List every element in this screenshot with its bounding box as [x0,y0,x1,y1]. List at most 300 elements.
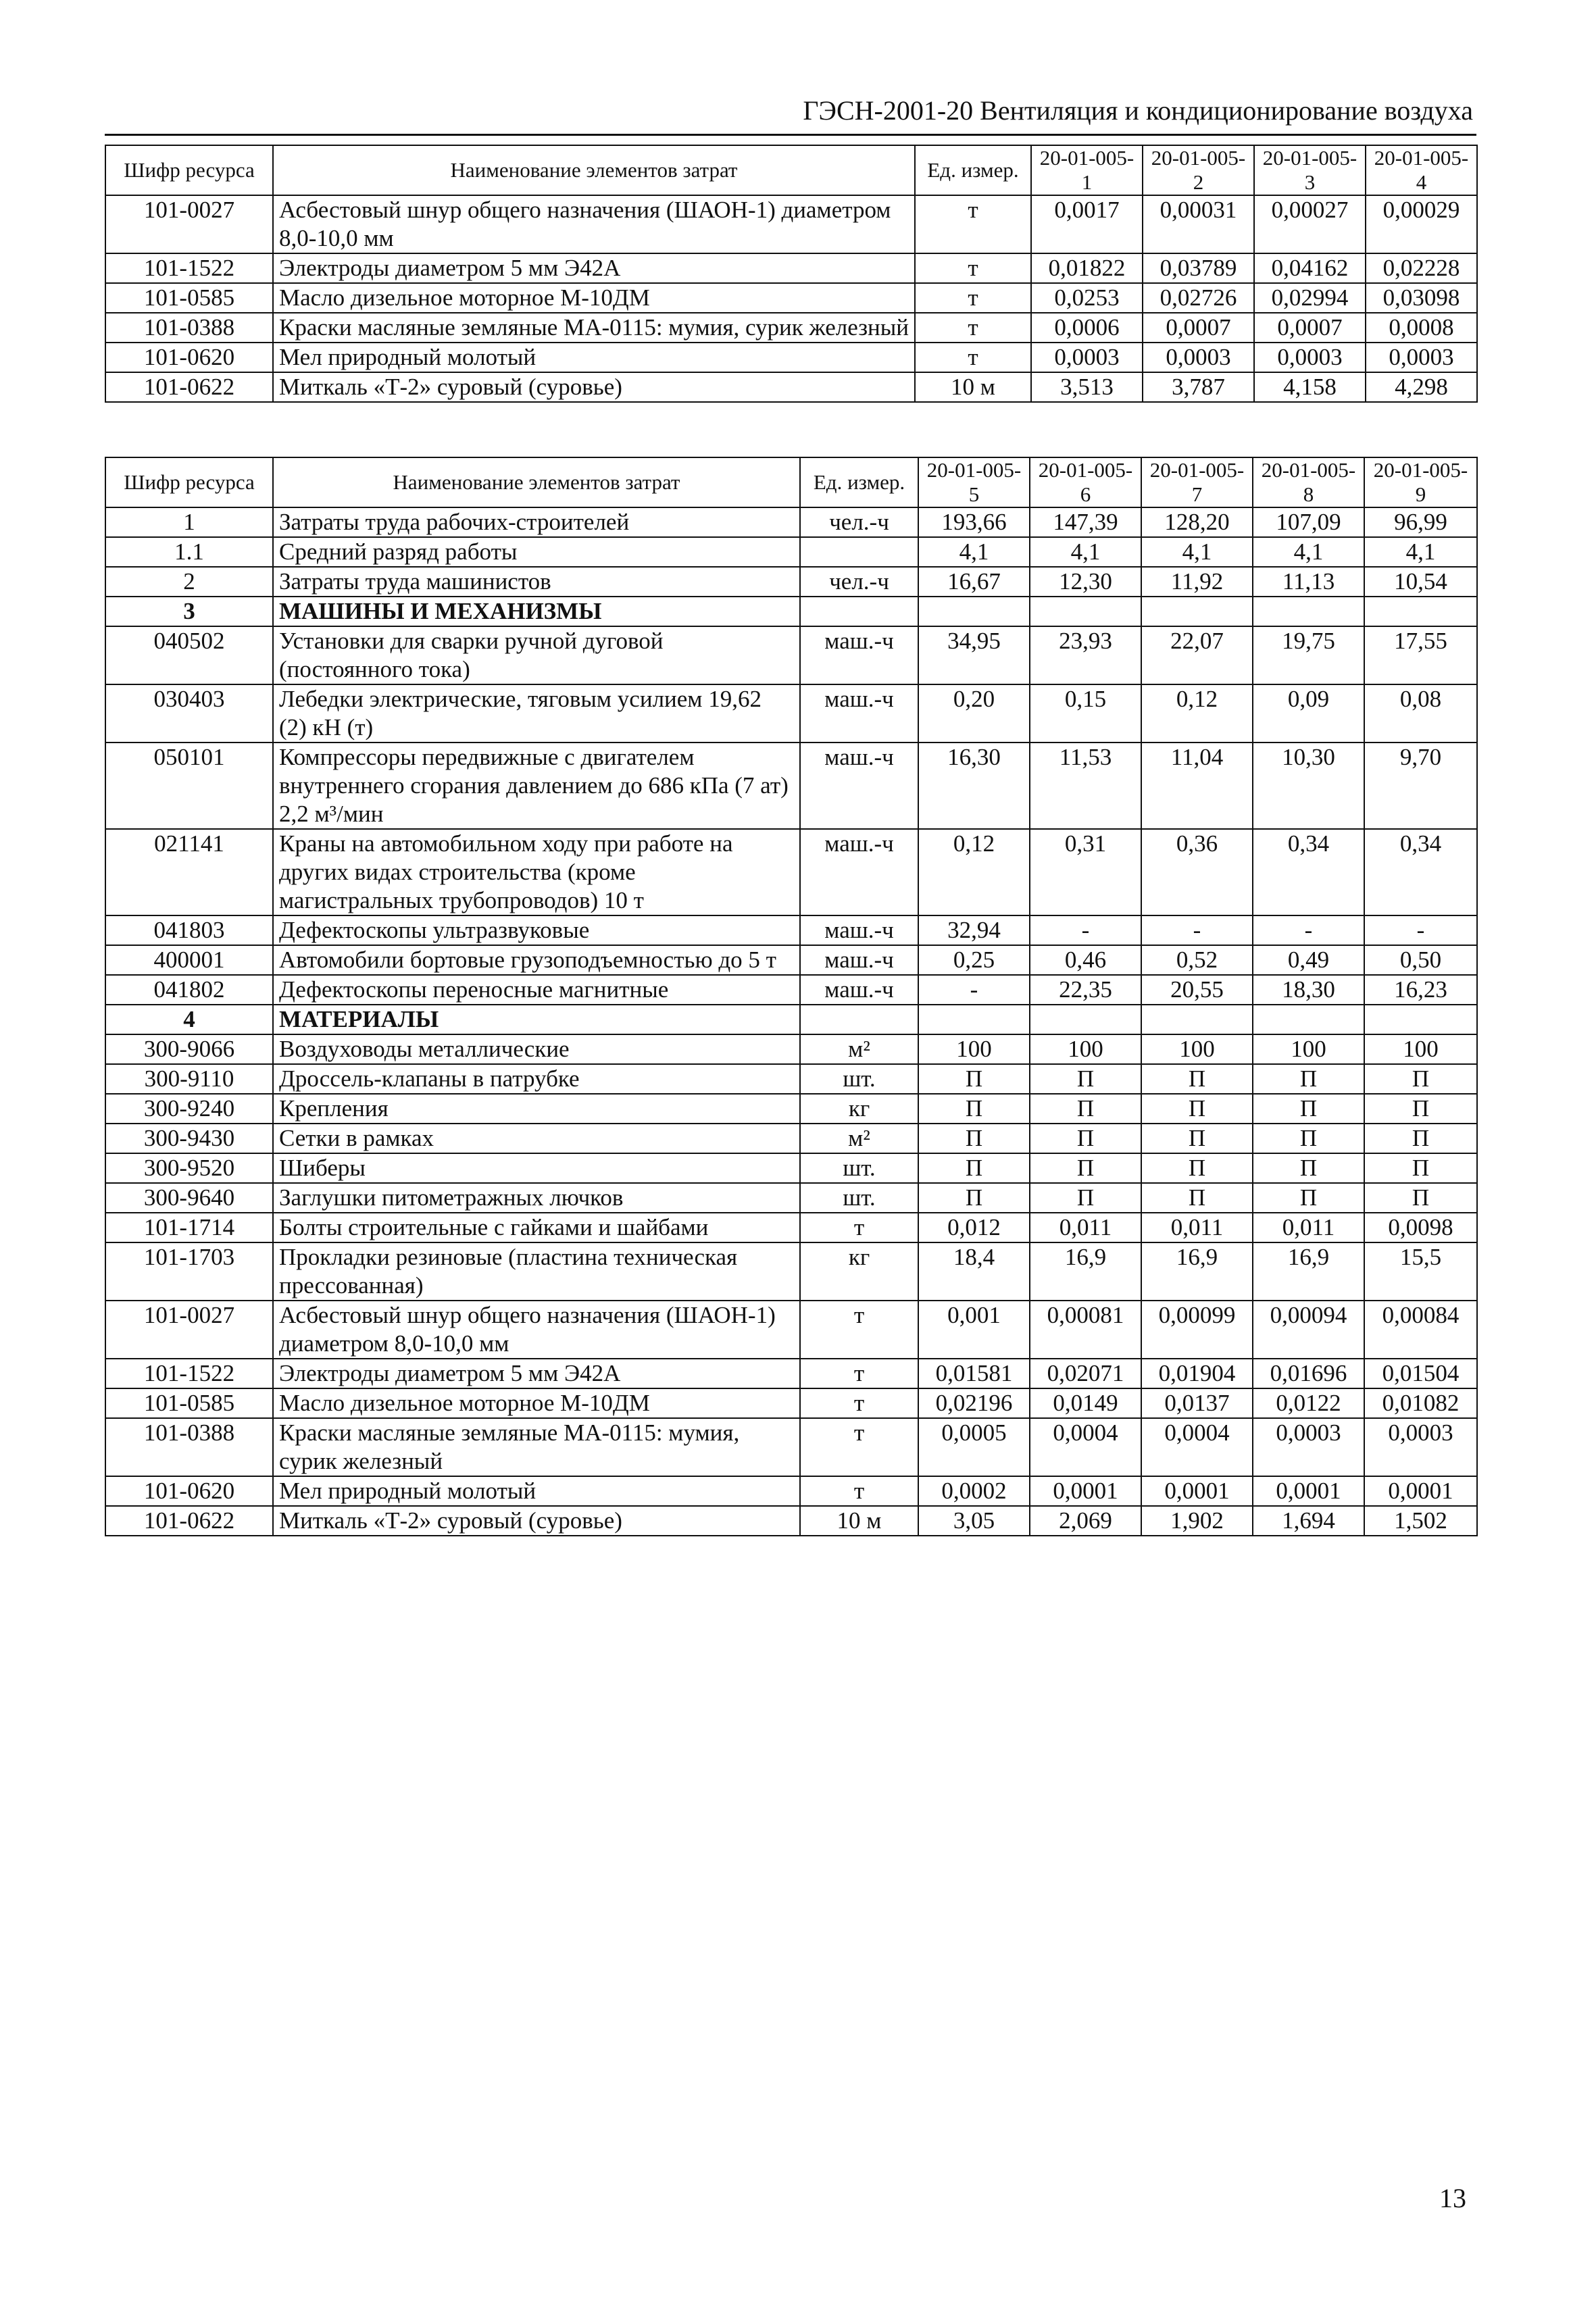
value-cell: 22,35 [1030,975,1141,1005]
value-cell: 4,298 [1366,372,1477,402]
value-cell: 0,0003 [1366,343,1477,372]
value-cell: П [1364,1183,1477,1213]
resource-code-cell: 040502 [105,626,273,684]
value-cell: 0,0122 [1253,1388,1364,1418]
value-cell: 0,0137 [1141,1388,1253,1418]
value-cell: 34,95 [918,626,1030,684]
value-cell: 0,001 [918,1301,1030,1359]
table-row [105,945,1477,975]
unit-cell: т [915,283,1031,313]
value-cell: 0,00027 [1254,195,1366,253]
value-cell: 0,0007 [1254,313,1366,343]
column-header: 20-01-005-1 [1031,145,1143,195]
table-row [105,537,1477,567]
value-cell: 0,01581 [918,1359,1030,1388]
unit-cell: шт. [800,1153,918,1183]
value-cell: 0,0007 [1143,313,1254,343]
resource-code-cell: 101-0585 [105,283,273,313]
value-cell: 0,0253 [1031,283,1143,313]
value-cell: 10,30 [1253,743,1364,829]
value-cell: П [1030,1183,1141,1213]
unit-cell: 10 м [800,1506,918,1536]
value-cell: 100 [1030,1034,1141,1064]
value-cell: 0,0003 [1031,343,1143,372]
value-cell: 0,0017 [1031,195,1143,253]
resource-code-cell: 300-9066 [105,1034,273,1064]
value-cell [1030,597,1141,626]
value-cell [1364,1005,1477,1034]
unit-cell: чел.-ч [800,567,918,597]
value-cell: 11,04 [1141,743,1253,829]
value-cell: 18,30 [1253,975,1364,1005]
value-cell: П [1030,1064,1141,1094]
value-cell: 0,02196 [918,1388,1030,1418]
table-header-row [105,145,1477,195]
unit-cell: шт. [800,1183,918,1213]
resource-name-cell: Автомобили бортовые грузоподъемностью до 5 т [273,945,800,975]
value-cell: 0,00031 [1143,195,1254,253]
unit-cell: маш.-ч [800,743,918,829]
value-cell: 0,01904 [1141,1359,1253,1388]
value-cell: 0,01696 [1253,1359,1364,1388]
table-row [105,283,1477,313]
table-row [105,343,1477,372]
resource-name-cell: Дефектоскопы ультразвуковые [273,915,800,945]
resource-name-cell: Сетки в рамках [273,1124,800,1153]
value-cell: 0,0001 [1253,1476,1364,1506]
value-cell: 16,67 [918,567,1030,597]
unit-cell: кг [800,1094,918,1124]
resource-name-cell: Мел природный молотый [273,1476,800,1506]
table-row [105,975,1477,1005]
value-cell: 16,30 [918,743,1030,829]
resource-name-cell: Электроды диаметром 5 мм Э42А [273,1359,800,1388]
value-cell: 0,0005 [918,1418,1030,1476]
table-row [105,253,1477,283]
value-cell: 3,787 [1143,372,1254,402]
unit-cell: т [915,343,1031,372]
resource-name-cell: Шиберы [273,1153,800,1183]
value-cell: - [1364,915,1477,945]
table-row [105,195,1477,253]
value-cell: 147,39 [1030,507,1141,537]
value-cell: 0,00081 [1030,1301,1141,1359]
column-header: 20-01-005-6 [1030,457,1141,507]
resource-name-cell: Затраты труда машинистов [273,567,800,597]
value-cell: 19,75 [1253,626,1364,684]
value-cell [1364,597,1477,626]
value-cell: 0,0003 [1143,343,1254,372]
resource-code-cell: 101-0585 [105,1388,273,1418]
unit-cell: кг [800,1242,918,1301]
value-cell: 0,02726 [1143,283,1254,313]
value-cell [1253,597,1364,626]
value-cell [1030,1005,1141,1034]
column-header: 20-01-005-2 [1143,145,1254,195]
value-cell: 1,694 [1253,1506,1364,1536]
value-cell: П [1030,1094,1141,1124]
value-cell: 0,52 [1141,945,1253,975]
resource-code-cell: 300-9240 [105,1094,273,1124]
table-row [105,567,1477,597]
resource-name-cell: Масло дизельное моторное М-10ДМ [273,283,915,313]
value-cell: 17,55 [1364,626,1477,684]
value-cell: 11,92 [1141,567,1253,597]
resource-code-cell: 021141 [105,829,273,915]
value-cell: 0,01822 [1031,253,1143,283]
unit-cell: маш.-ч [800,626,918,684]
unit-cell: маш.-ч [800,945,918,975]
unit-cell: т [800,1388,918,1418]
table-row [105,1064,1477,1094]
resource-code-cell: 101-0388 [105,313,273,343]
value-cell: 3,05 [918,1506,1030,1536]
value-cell: П [918,1124,1030,1153]
column-header: 20-01-005-5 [918,457,1030,507]
table-row [105,1005,1477,1034]
value-cell: 20,55 [1141,975,1253,1005]
resource-name-cell: Установки для сварки ручной дуговой (постоянного тока) [273,626,800,684]
table-row [105,372,1477,402]
resource-code-cell: 101-0620 [105,343,273,372]
value-cell: П [918,1183,1030,1213]
value-cell: 0,0001 [1141,1476,1253,1506]
unit-cell: т [800,1418,918,1476]
resource-name-cell: Асбестовый шнур общего назначения (ШАОН-1) диаметром 8,0-10,0 мм [273,1301,800,1359]
value-cell: П [1141,1124,1253,1153]
value-cell: П [918,1064,1030,1094]
value-cell [1253,1005,1364,1034]
unit-cell: 10 м [915,372,1031,402]
unit-cell: м² [800,1034,918,1064]
value-cell: П [1030,1153,1141,1183]
value-cell: П [1141,1064,1253,1094]
resource-name-cell: Масло дизельное моторное М-10ДМ [273,1388,800,1418]
unit-cell: маш.-ч [800,975,918,1005]
resource-name-cell: Миткаль «Т-2» суровый (суровье) [273,1506,800,1536]
value-cell: 16,9 [1253,1242,1364,1301]
value-cell [1141,597,1253,626]
resource-code-cell: 101-0388 [105,1418,273,1476]
value-cell [918,597,1030,626]
resource-table-1 [105,145,1478,403]
value-cell: 10,54 [1364,567,1477,597]
resource-name-cell: Асбестовый шнур общего назначения (ШАОН-1) диаметром 8,0-10,0 мм [273,195,915,253]
value-cell: 0,08 [1364,684,1477,743]
resource-name-cell: Дроссель-клапаны в патрубке [273,1064,800,1094]
table-row [105,1242,1477,1301]
header-rule [105,134,1476,136]
value-cell: - [1030,915,1141,945]
value-cell: 4,1 [918,537,1030,567]
resource-name-cell: Крепления [273,1094,800,1124]
resource-name-cell: МАШИНЫ И МЕХАНИЗМЫ [273,597,800,626]
table-row [105,684,1477,743]
value-cell: 11,53 [1030,743,1141,829]
value-cell: 0,25 [918,945,1030,975]
value-cell: 0,00094 [1253,1301,1364,1359]
value-cell: 15,5 [1364,1242,1477,1301]
resource-name-cell: МАТЕРИАЛЫ [273,1005,800,1034]
value-cell: 11,13 [1253,567,1364,597]
resource-name-cell: Болты строительные с гайками и шайбами [273,1213,800,1242]
value-cell: 4,1 [1141,537,1253,567]
unit-cell: т [800,1359,918,1388]
resource-name-cell: Электроды диаметром 5 мм Э42А [273,253,915,283]
column-header: Шифр ресурса [105,145,273,195]
value-cell: 22,07 [1141,626,1253,684]
table-row [105,1388,1477,1418]
resource-name-cell: Прокладки резиновые (пластина техническая прессованная) [273,1242,800,1301]
resource-code-cell: 400001 [105,945,273,975]
table-row [105,1124,1477,1153]
resource-code-cell: 101-0620 [105,1476,273,1506]
value-cell: 3,513 [1031,372,1143,402]
value-cell: - [1253,915,1364,945]
table-row [105,1094,1477,1124]
value-cell: 100 [1364,1034,1477,1064]
table-row [105,1359,1477,1388]
resource-name-cell: Компрессоры передвижные с двигателем внутреннего сгорания давлением до 686 кПа (7 ат) 2,2 м³/мин [273,743,800,829]
unit-cell: т [800,1301,918,1359]
value-cell: 0,03789 [1143,253,1254,283]
table-row [105,1213,1477,1242]
value-cell: 193,66 [918,507,1030,537]
value-cell: 9,70 [1364,743,1477,829]
resource-code-cell: 041803 [105,915,273,945]
resource-name-cell: Воздуховоды металлические [273,1034,800,1064]
value-cell: 0,34 [1253,829,1364,915]
resource-code-cell: 101-0622 [105,372,273,402]
value-cell: 2,069 [1030,1506,1141,1536]
unit-cell: т [915,253,1031,283]
column-header: Ед. измер. [915,145,1031,195]
value-cell: 0,01504 [1364,1359,1477,1388]
value-cell: П [1141,1183,1253,1213]
column-header: 20-01-005-7 [1141,457,1253,507]
value-cell: 4,158 [1254,372,1366,402]
value-cell: 0,34 [1364,829,1477,915]
resource-code-cell: 300-9640 [105,1183,273,1213]
value-cell: 100 [1253,1034,1364,1064]
value-cell: 0,15 [1030,684,1141,743]
table-row [105,1153,1477,1183]
value-cell: - [918,975,1030,1005]
resource-name-cell: Мел природный молотый [273,343,915,372]
value-cell: 0,02228 [1366,253,1477,283]
table-row [105,1301,1477,1359]
value-cell: П [1364,1064,1477,1094]
value-cell: 0,0098 [1364,1213,1477,1242]
value-cell: 18,4 [918,1242,1030,1301]
value-cell [1141,1005,1253,1034]
value-cell: 1,902 [1141,1506,1253,1536]
value-cell: 0,03098 [1366,283,1477,313]
value-cell: П [1141,1094,1253,1124]
table-row [105,1183,1477,1213]
unit-cell: т [915,313,1031,343]
unit-cell [800,537,918,567]
table-row [105,313,1477,343]
resource-name-cell: Краски масляные земляные МА-0115: мумия, сурик железный [273,1418,800,1476]
page-header-title: ГЭСН-2001-20 Вентиляция и кондиционирование воздуха [803,95,1473,126]
resource-name-cell: Краски масляные земляные МА-0115: мумия, сурик железный [273,313,915,343]
value-cell: 0,0004 [1141,1418,1253,1476]
value-cell: - [1141,915,1253,945]
table-header-row [105,457,1477,507]
unit-cell: т [800,1213,918,1242]
value-cell: П [1253,1094,1364,1124]
resource-code-cell: 030403 [105,684,273,743]
value-cell: 128,20 [1141,507,1253,537]
value-cell: 0,31 [1030,829,1141,915]
value-cell: 16,23 [1364,975,1477,1005]
value-cell: 96,99 [1364,507,1477,537]
resource-code-cell: 3 [105,597,273,626]
table-row [105,743,1477,829]
resource-code-cell: 101-1714 [105,1213,273,1242]
value-cell: 0,0004 [1030,1418,1141,1476]
value-cell: 12,30 [1030,567,1141,597]
unit-cell [800,597,918,626]
value-cell: 23,93 [1030,626,1141,684]
table-row [105,1476,1477,1506]
value-cell: 0,49 [1253,945,1364,975]
value-cell: 100 [1141,1034,1253,1064]
value-cell: 100 [918,1034,1030,1064]
unit-cell: т [915,195,1031,253]
value-cell: 0,0001 [1030,1476,1141,1506]
resource-code-cell: 2 [105,567,273,597]
value-cell: П [918,1153,1030,1183]
value-cell: 0,01082 [1364,1388,1477,1418]
unit-cell: шт. [800,1064,918,1094]
value-cell: 4,1 [1364,537,1477,567]
resource-code-cell: 300-9520 [105,1153,273,1183]
value-cell: 1,502 [1364,1506,1477,1536]
value-cell: П [1253,1153,1364,1183]
value-cell: 107,09 [1253,507,1364,537]
value-cell: 0,04162 [1254,253,1366,283]
table-row [105,1034,1477,1064]
table-row [105,829,1477,915]
column-header: 20-01-005-8 [1253,457,1364,507]
value-cell: П [1364,1153,1477,1183]
value-cell: 0,12 [1141,684,1253,743]
table-row [105,915,1477,945]
value-cell: П [918,1094,1030,1124]
page-number: 13 [1439,2183,1466,2213]
value-cell: 0,0003 [1253,1418,1364,1476]
value-cell [918,1005,1030,1034]
unit-cell: маш.-ч [800,684,918,743]
column-header: 20-01-005-3 [1254,145,1366,195]
value-cell: 0,0001 [1364,1476,1477,1506]
resource-name-cell: Лебедки электрические, тяговым усилием 19,62 (2) кН (т) [273,684,800,743]
value-cell: 4,1 [1030,537,1141,567]
column-header: Ед. измер. [800,457,918,507]
value-cell: П [1364,1094,1477,1124]
resource-name-cell: Краны на автомобильном ходу при работе на других видах строительства (кроме магистральных трубопроводов) 10 т [273,829,800,915]
value-cell: 0,0003 [1364,1418,1477,1476]
unit-cell: чел.-ч [800,507,918,537]
unit-cell: маш.-ч [800,915,918,945]
value-cell: 0,012 [918,1213,1030,1242]
resource-code-cell: 050101 [105,743,273,829]
resource-code-cell: 1.1 [105,537,273,567]
value-cell: 0,011 [1141,1213,1253,1242]
value-cell: 0,12 [918,829,1030,915]
resource-code-cell: 101-1522 [105,1359,273,1388]
value-cell: 16,9 [1030,1242,1141,1301]
value-cell: 0,36 [1141,829,1253,915]
unit-cell [800,1005,918,1034]
value-cell: 4,1 [1253,537,1364,567]
resource-code-cell: 101-1522 [105,253,273,283]
resource-code-cell: 4 [105,1005,273,1034]
value-cell: 0,02071 [1030,1359,1141,1388]
resource-name-cell: Заглушки питометражных лючков [273,1183,800,1213]
value-cell: 0,20 [918,684,1030,743]
column-header: Шифр ресурса [105,457,273,507]
value-cell: 0,46 [1030,945,1141,975]
table-row [105,507,1477,537]
resource-code-cell: 101-0622 [105,1506,273,1536]
value-cell: П [1364,1124,1477,1153]
value-cell: 32,94 [918,915,1030,945]
value-cell: 0,0003 [1254,343,1366,372]
value-cell: 0,09 [1253,684,1364,743]
table-row [105,597,1477,626]
resource-name-cell: Дефектоскопы переносные магнитные [273,975,800,1005]
unit-cell: м² [800,1124,918,1153]
value-cell: 0,50 [1364,945,1477,975]
value-cell: П [1253,1064,1364,1094]
value-cell: 16,9 [1141,1242,1253,1301]
value-cell: 0,0002 [918,1476,1030,1506]
value-cell: 0,00029 [1366,195,1477,253]
value-cell: 0,011 [1253,1213,1364,1242]
value-cell: 0,02994 [1254,283,1366,313]
value-cell: П [1141,1153,1253,1183]
value-cell: 0,0006 [1031,313,1143,343]
column-header: Наименование элементов затрат [273,145,915,195]
resource-code-cell: 1 [105,507,273,537]
resource-name-cell: Средний разряд работы [273,537,800,567]
value-cell: 0,00099 [1141,1301,1253,1359]
value-cell: П [1030,1124,1141,1153]
value-cell: 0,00084 [1364,1301,1477,1359]
value-cell: П [1253,1124,1364,1153]
column-header: 20-01-005-9 [1364,457,1477,507]
resource-code-cell: 101-0027 [105,1301,273,1359]
column-header: Наименование элементов затрат [273,457,800,507]
column-header: 20-01-005-4 [1366,145,1477,195]
resource-name-cell: Миткаль «Т-2» суровый (суровье) [273,372,915,402]
resource-name-cell: Затраты труда рабочих-строителей [273,507,800,537]
table-row [105,1418,1477,1476]
unit-cell: маш.-ч [800,829,918,915]
resource-table-2 [105,457,1478,1536]
resource-code-cell: 101-1703 [105,1242,273,1301]
resource-code-cell: 300-9430 [105,1124,273,1153]
table-row [105,1506,1477,1536]
value-cell: 0,0008 [1366,313,1477,343]
value-cell: 0,0149 [1030,1388,1141,1418]
resource-code-cell: 041802 [105,975,273,1005]
value-cell: П [1253,1183,1364,1213]
resource-code-cell: 101-0027 [105,195,273,253]
